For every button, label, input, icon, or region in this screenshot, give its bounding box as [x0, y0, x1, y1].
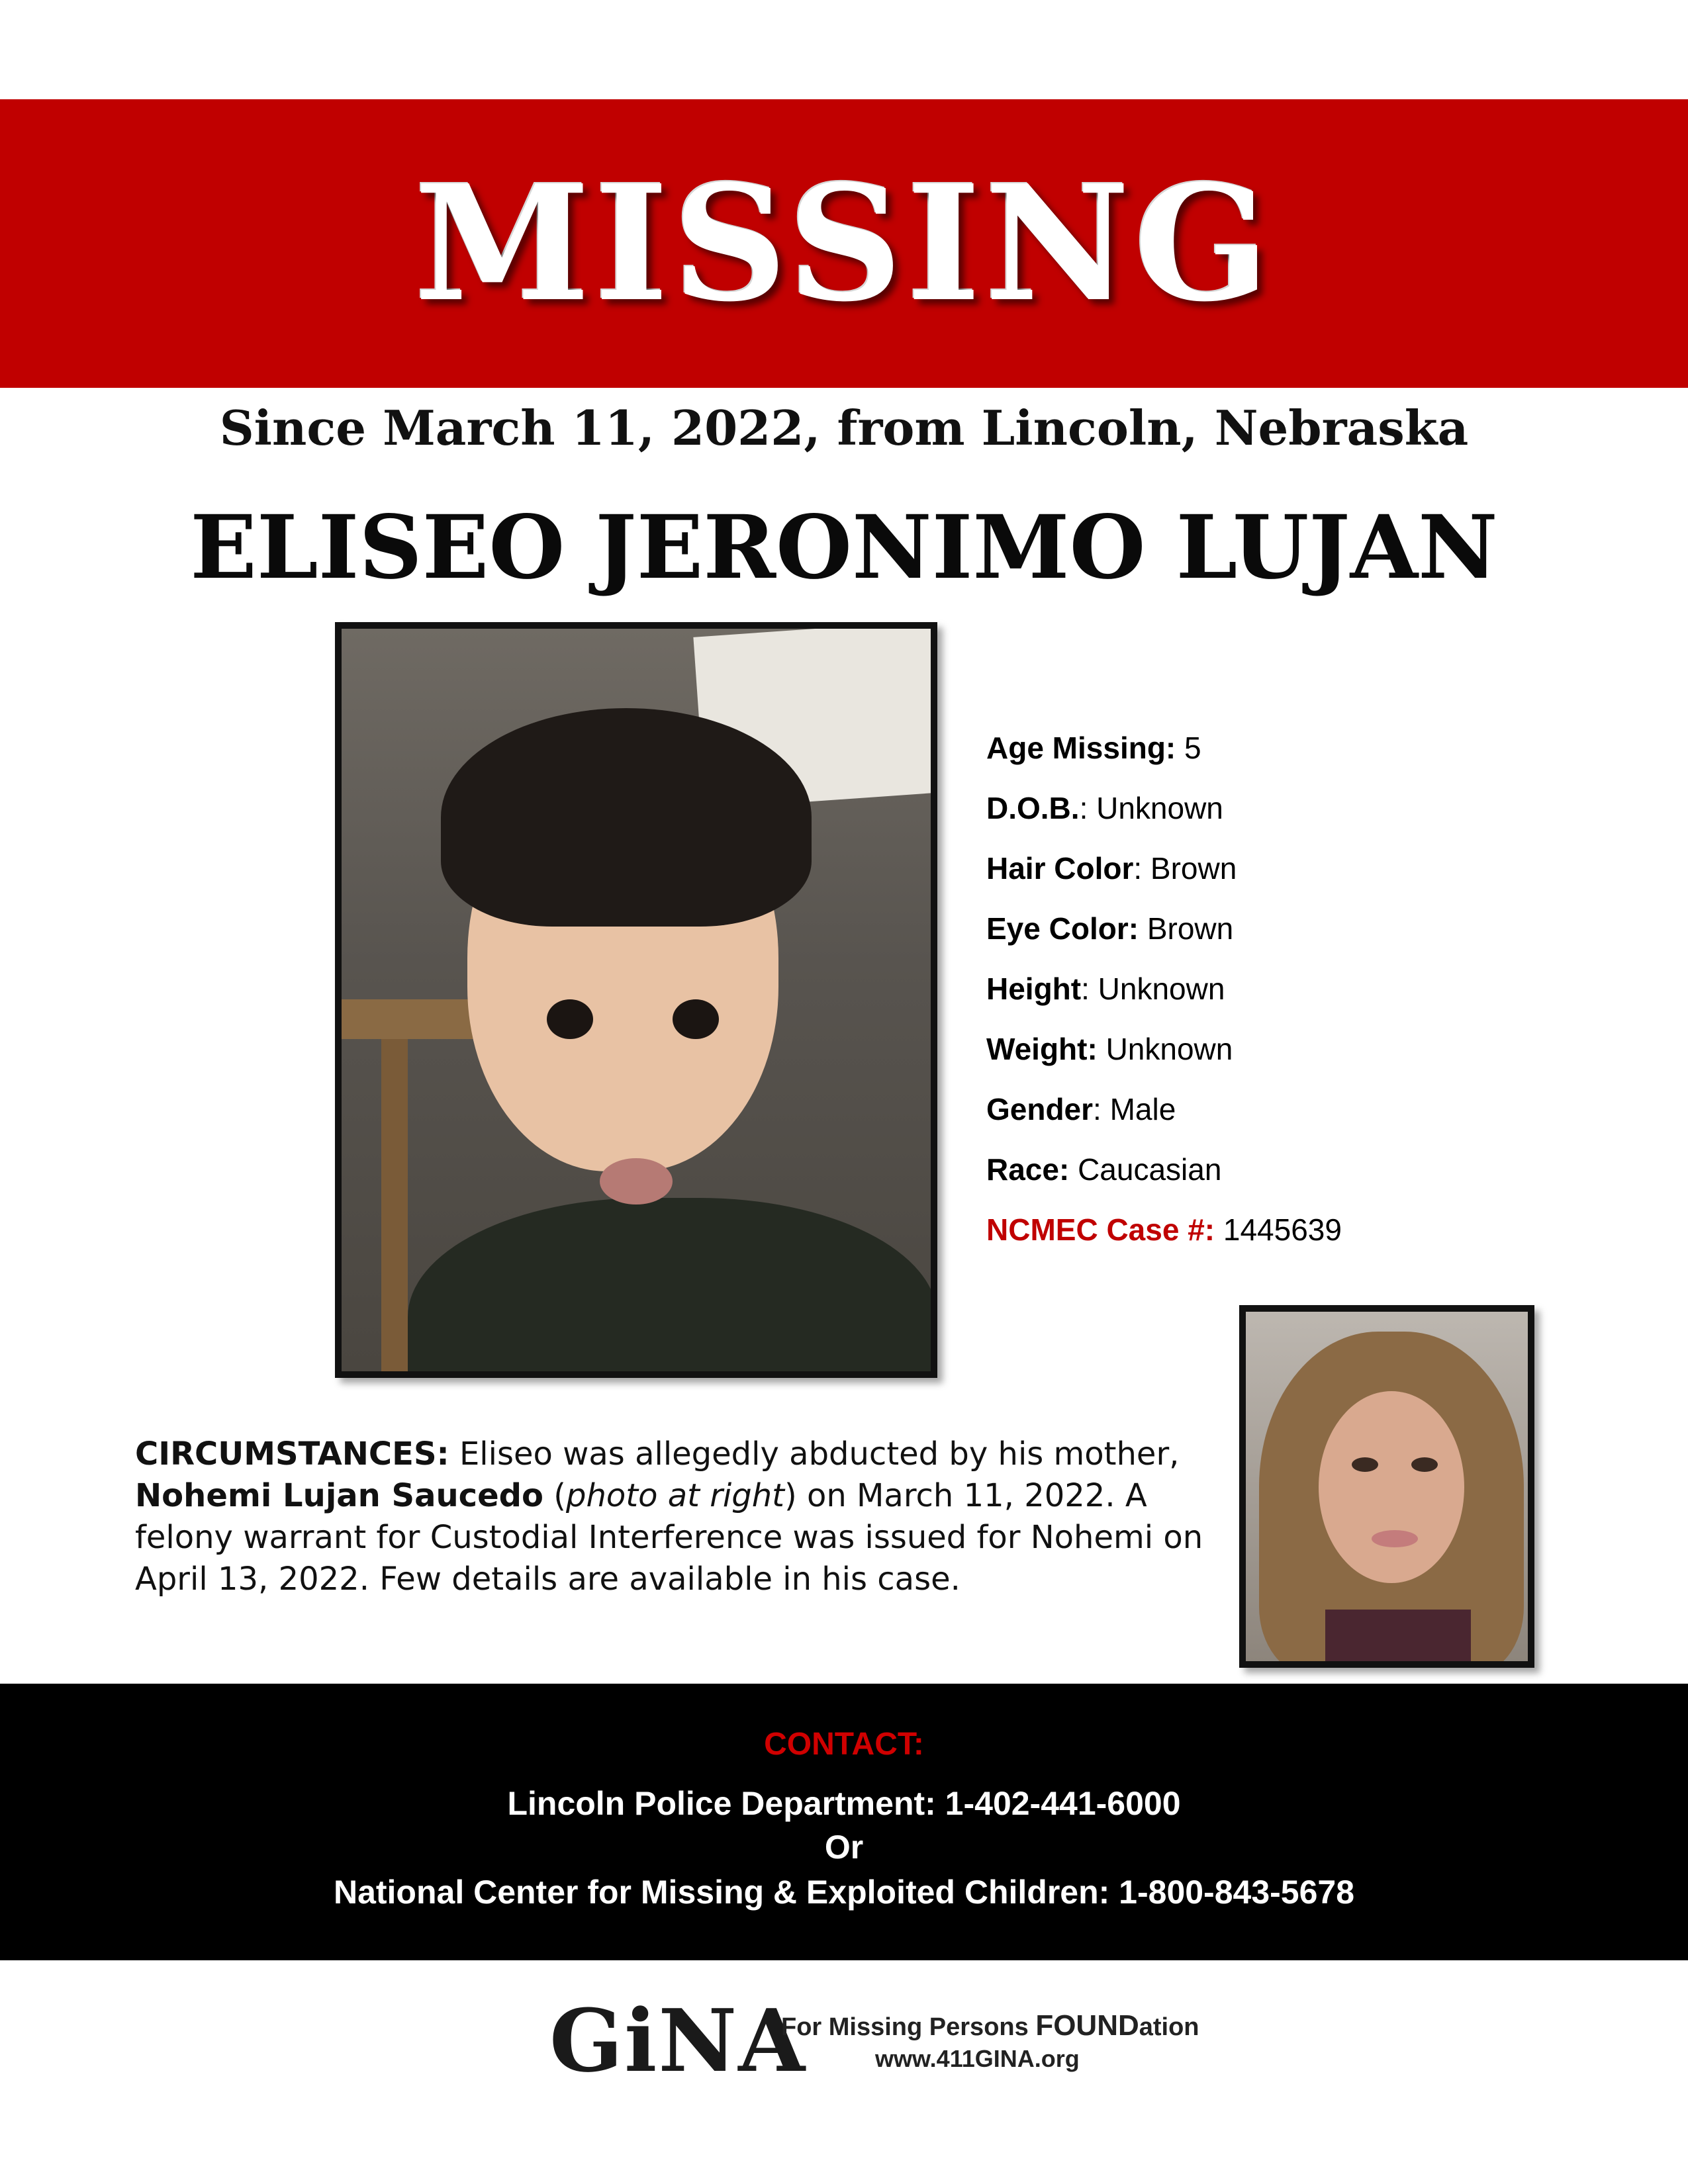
photo-eye-right	[673, 999, 719, 1039]
detail-label: Gender	[986, 1092, 1094, 1126]
detail-race	[986, 1150, 1582, 1210]
detail-weight	[986, 1029, 1582, 1089]
circumstances-text: Eliseo was allegedly abducted by his mother,	[449, 1435, 1180, 1473]
mother-photo-top	[1325, 1610, 1471, 1668]
detail-value: Caucasian	[1078, 1152, 1222, 1187]
circumstances-paragraph	[135, 1433, 1221, 1600]
detail-label: Race:	[986, 1152, 1070, 1187]
photo-shirt	[408, 1198, 937, 1378]
details-list	[986, 728, 1582, 1270]
child-photo	[335, 622, 937, 1378]
detail-height	[986, 969, 1582, 1029]
detail-value: Unknown	[1105, 1032, 1233, 1066]
contact-title: CONTACT:	[764, 1727, 924, 1762]
detail-value: 1445639	[1223, 1212, 1342, 1247]
photo-chair-leg	[381, 1039, 408, 1378]
mother-photo-eye-right	[1411, 1457, 1438, 1472]
tagline-found: FOUND	[1035, 2009, 1139, 2042]
detail-label: Age Missing:	[986, 731, 1176, 765]
detail-label: D.O.B.	[986, 791, 1080, 825]
circumstances-text: (	[543, 1477, 566, 1514]
detail-hair-color	[986, 848, 1582, 909]
contact-police: Lincoln Police Department: 1-402-441-6000	[507, 1785, 1181, 1822]
detail-label: Eye Color:	[986, 911, 1139, 946]
gina-url: www.411GINA.org	[875, 2045, 1080, 2072]
mother-photo-face	[1319, 1391, 1464, 1583]
detail-label: Height	[986, 972, 1082, 1006]
detail-gender	[986, 1089, 1582, 1150]
missing-since-subtitle: Since March 11, 2022, from Lincoln, Nebraska	[219, 400, 1469, 456]
detail-value: Brown	[1147, 911, 1234, 946]
detail-value: : Unknown	[1079, 791, 1223, 825]
detail-label: Hair Color	[986, 851, 1134, 886]
mother-photo-eye-left	[1352, 1457, 1378, 1472]
detail-label: Weight:	[986, 1032, 1098, 1066]
gina-logo: GiNA	[549, 1990, 807, 2091]
detail-eye-color	[986, 909, 1582, 969]
photo-hair	[441, 708, 812, 927]
circumstances-text: ) on March 11, 2022. A felony warrant for Custodial Interference was issued for Nohemi on April 13, 2022. Few details are available in his case.	[135, 1477, 1203, 1598]
detail-dob	[986, 788, 1582, 848]
missing-banner	[0, 99, 1688, 388]
photo-note: photo at right	[566, 1477, 784, 1514]
missing-person-name: ELISEO JERONIMO LUJAN	[190, 496, 1498, 599]
photo-eye-left	[547, 999, 593, 1039]
detail-label: NCMEC Case #:	[986, 1212, 1215, 1247]
detail-value: 5	[1184, 731, 1201, 765]
photo-mouth	[600, 1158, 673, 1205]
contact-or: Or	[824, 1829, 864, 1866]
detail-value: : Male	[1093, 1092, 1176, 1126]
detail-value: : Unknown	[1081, 972, 1225, 1006]
mother-photo	[1239, 1305, 1534, 1668]
gina-footer	[549, 1990, 1199, 2091]
contact-ncmec: National Center for Missing & Exploited Children: 1-800-843-5678	[333, 1874, 1355, 1911]
detail-age	[986, 728, 1582, 788]
contact-section	[0, 1684, 1688, 1960]
circumstances-label: CIRCUMSTANCES:	[135, 1435, 449, 1473]
tagline-prefix: For Missing Persons	[781, 2013, 1036, 2041]
mother-name: Nohemi Lujan Saucedo	[135, 1477, 544, 1514]
missing-title: MISSING	[414, 150, 1274, 337]
detail-ncmec-case	[986, 1210, 1582, 1270]
tagline-suffix: ation	[1139, 2013, 1199, 2041]
gina-tagline	[781, 2009, 1199, 2042]
detail-value: : Brown	[1133, 851, 1237, 886]
mother-photo-mouth	[1372, 1530, 1418, 1547]
